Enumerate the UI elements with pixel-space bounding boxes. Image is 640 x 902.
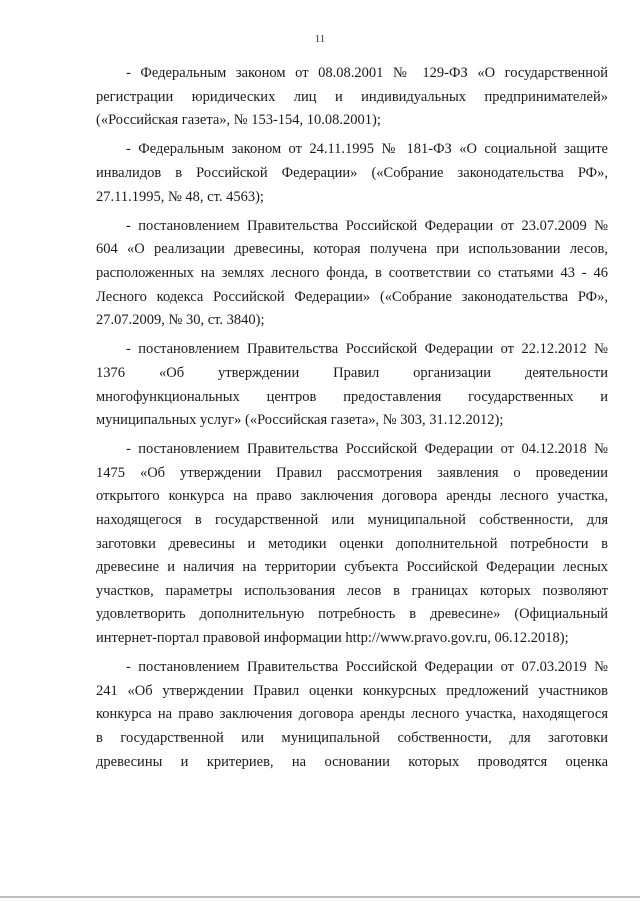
paragraph-resolution-1376 <box>96 338 608 432</box>
text-line: заготовки древесины и методики оценки дополнительной потребности в <box>96 535 608 552</box>
text-line: инвалидов в Российской Федерации» («Собрание законодательства РФ», <box>96 164 608 181</box>
text-line: находящегося в государственной или муниципальной собственности, для <box>96 512 608 529</box>
text-line: конкурса на право заключения договора аренды лесного участка, находящегося <box>96 706 608 723</box>
text-line: 1475 «Об утверждении Правил рассмотрения заявления о проведении <box>96 464 608 481</box>
text-line: 27.07.2009, № 30, ст. 3840); <box>96 312 265 329</box>
text-line: Лесного кодекса Российской Федерации» («Собрание законодательства РФ», <box>96 288 608 305</box>
text-line: - постановлением Правительства Российской Федерации от 22.12.2012 № <box>126 341 608 358</box>
paragraph-resolution-604 <box>96 215 608 333</box>
paragraph-resolution-241 <box>96 656 608 774</box>
text-line: 241 «Об утверждении Правил оценки конкурсных предложений участников <box>96 682 608 699</box>
text-line: удовлетворить дополнительную потребность в древесине» (Официальный <box>96 606 608 623</box>
text-line: древесине и наличия на территории субъекта Российской Федерации лесных <box>96 559 608 576</box>
text-line: - постановлением Правительства Российской Федерации от 07.03.2019 № <box>126 659 608 676</box>
text-line: участков, параметры использования лесов в границах которых позволяют <box>96 582 608 599</box>
text-line: многофункциональных центров предоставления государственных и <box>96 388 608 405</box>
text-line: муниципальных услуг» («Российская газета», № 303, 31.12.2012); <box>96 412 504 429</box>
text-line: открытого конкурса на право заключения договора аренды лесного участка, <box>96 488 608 505</box>
text-line: регистрации юридических лиц и индивидуальных предпринимателей» <box>96 88 608 105</box>
text-line: - постановлением Правительства Российской Федерации от 04.12.2018 № <box>126 441 608 458</box>
text-line: 1376 «Об утверждении Правил организации деятельности <box>96 364 608 381</box>
page-number: 11 <box>314 33 326 45</box>
text-line: - Федеральным законом от 08.08.2001 № 129-ФЗ «О государственной <box>126 65 608 81</box>
text-line: («Российская газета», № 153-154, 10.08.2001); <box>96 112 381 129</box>
paragraph-federal-law-181 <box>96 138 608 209</box>
text-line: расположенных на землях лесного фонда, в соответствии со статьями 43 - 46 <box>96 264 608 281</box>
text-line: - Федеральным законом от 24.11.1995 № 181-ФЗ «О социальной защите <box>126 141 608 158</box>
scan-edge-line <box>0 896 640 898</box>
document-body <box>96 62 608 780</box>
paragraph-resolution-1475 <box>96 438 608 650</box>
text-line: - постановлением Правительства Российской Федерации от 23.07.2009 № <box>126 217 608 234</box>
paragraph-federal-law-129 <box>96 62 608 133</box>
text-line: в государственной или муниципальной собственности, для заготовки <box>96 730 608 746</box>
text-line: интернет-портал правовой информации http://www.pravo.gov.ru, 06.12.2018); <box>96 630 569 647</box>
text-line: 604 «О реализации древесины, которая получена при использовании лесов, <box>96 241 608 258</box>
text-line: 27.11.1995, № 48, ст. 4563); <box>96 188 264 205</box>
text-line: древесины и критериев, на основании которых проводятся оценка <box>96 753 608 770</box>
